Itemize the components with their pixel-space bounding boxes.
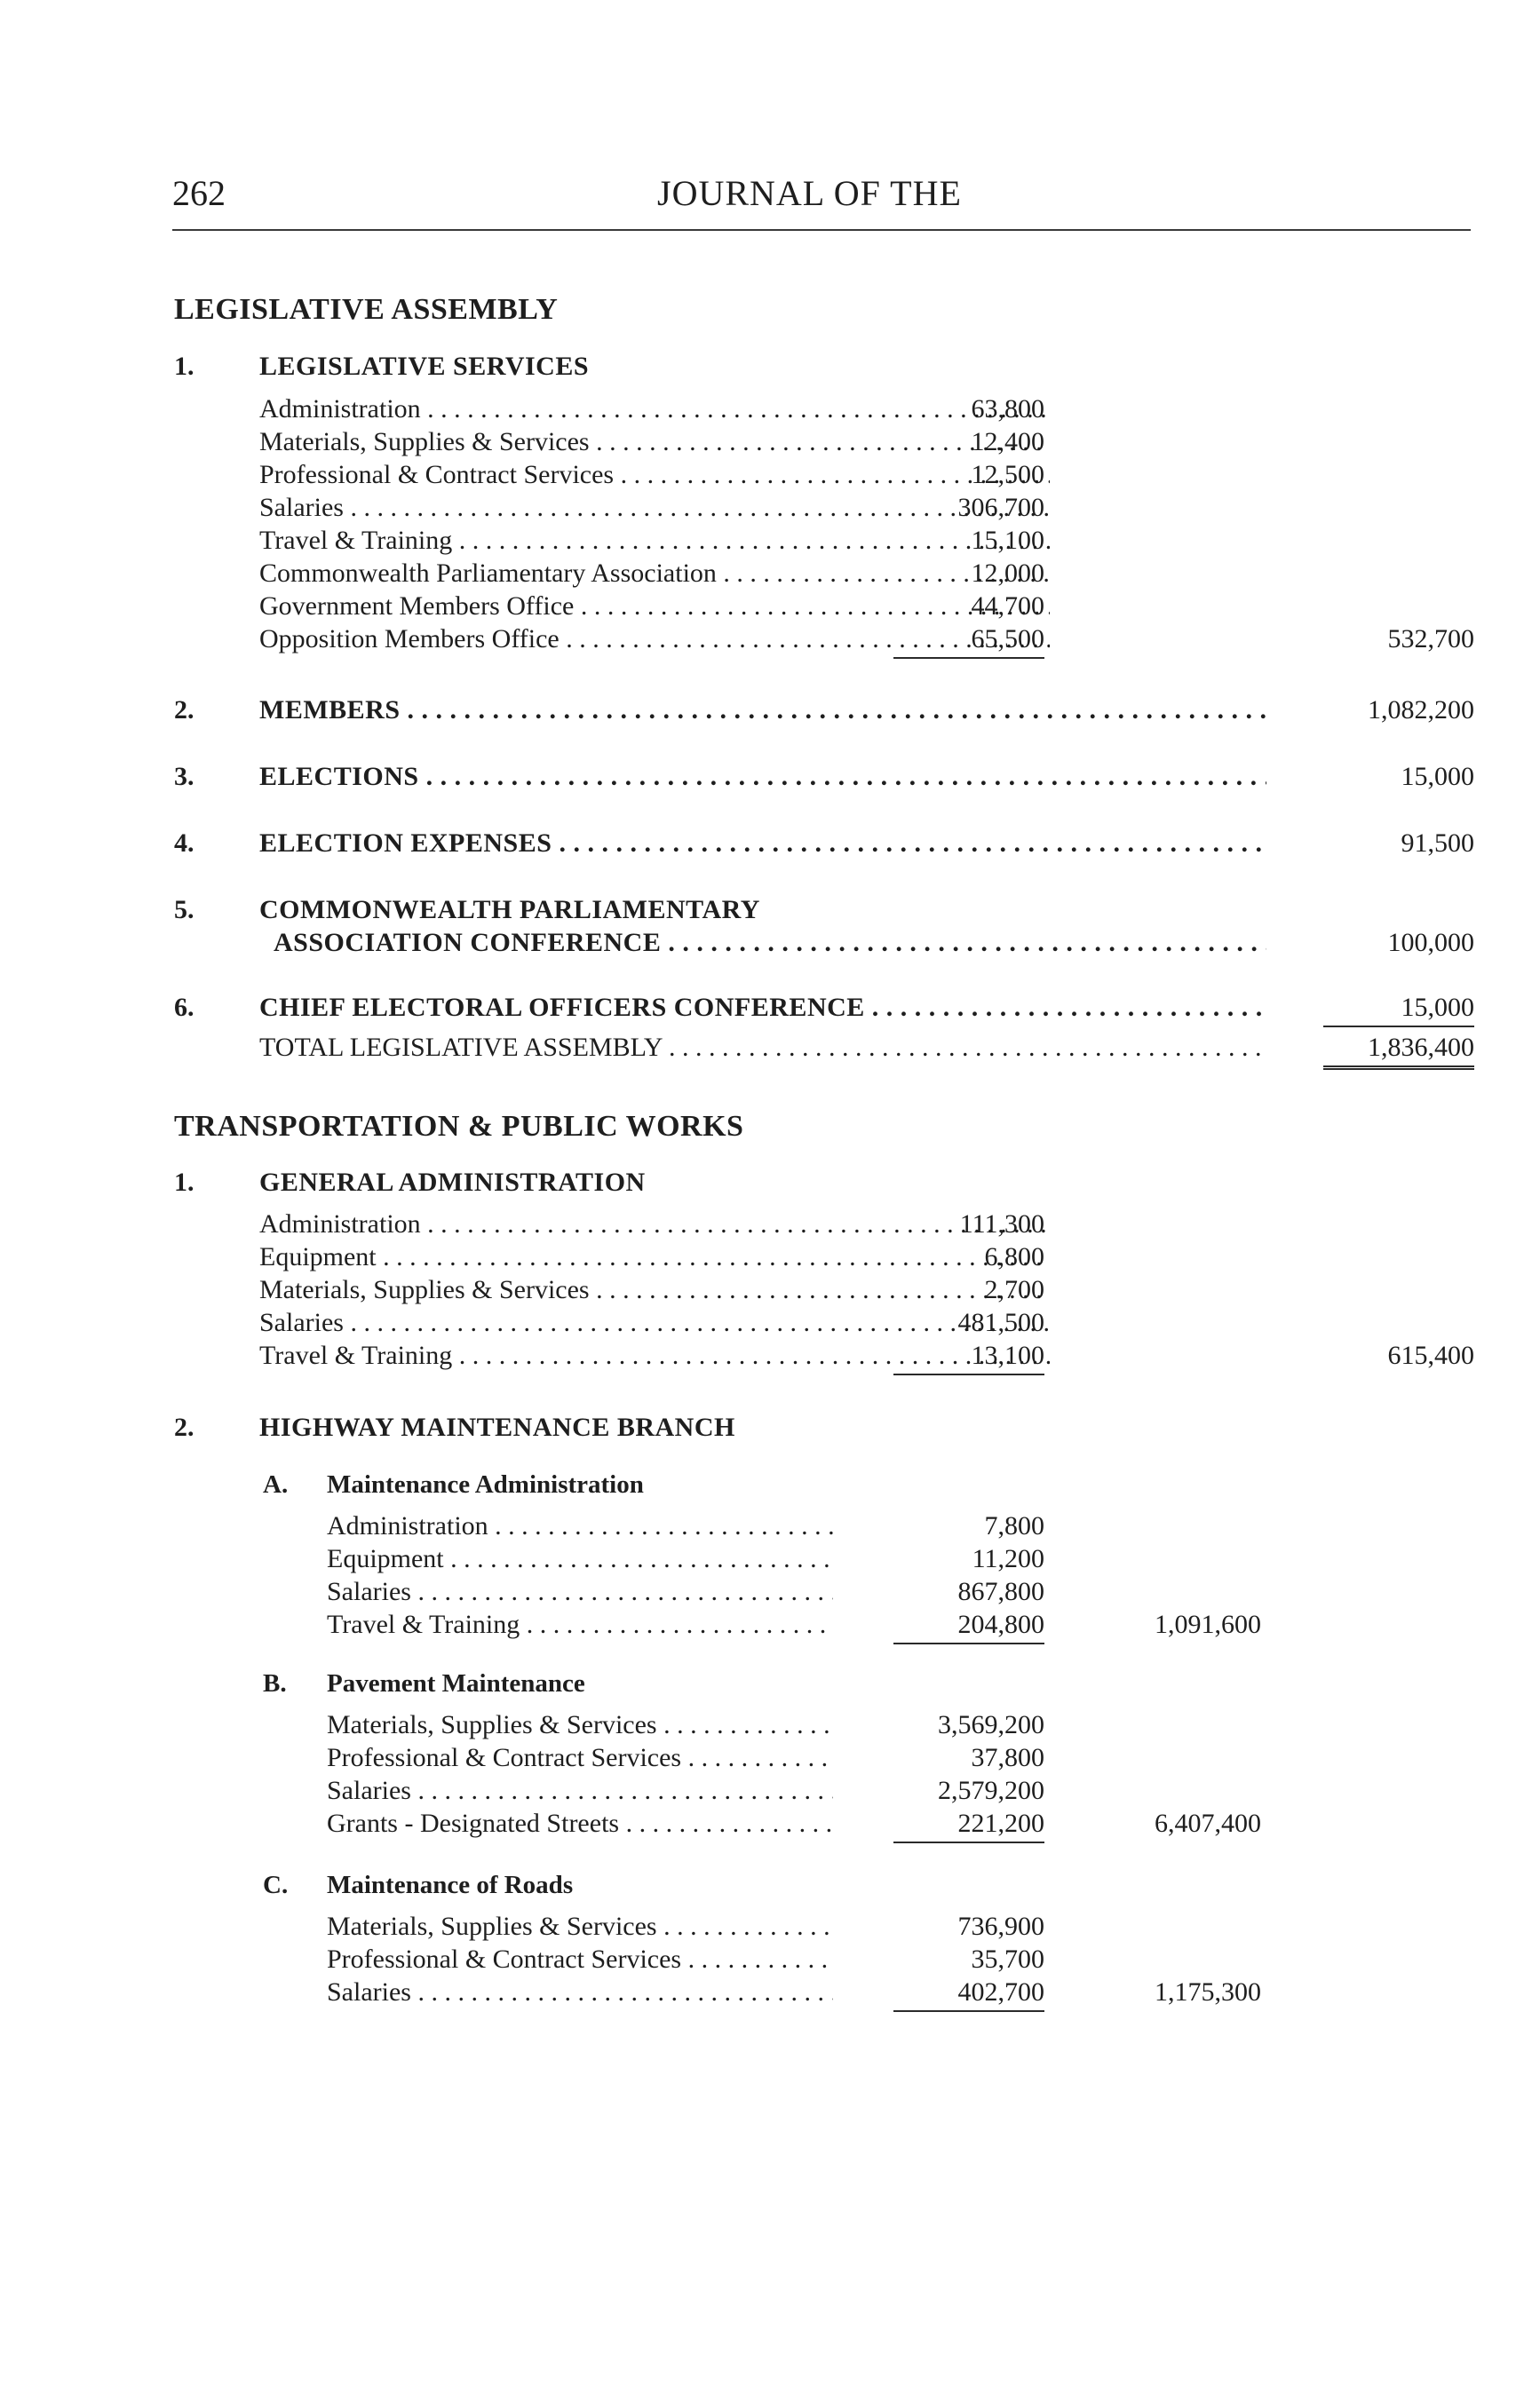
item-number: 2.: [174, 695, 194, 725]
line-item: [0, 1207, 1524, 1242]
line-amount: 12,000: [971, 558, 1044, 588]
line-label: Salaries . . .: [327, 1773, 833, 1809]
item-number: 2.: [174, 1413, 194, 1442]
item-total: 100,000: [1387, 928, 1474, 957]
line-label: Professional & Contract Services . . .: [259, 457, 1050, 493]
item-heading: [0, 990, 1524, 1026]
item-title: MEMBERS . . .: [259, 693, 1266, 728]
line-item: [0, 1909, 1524, 1945]
line-label: Salaries . . .: [259, 490, 1050, 526]
line-item: [0, 1942, 1524, 1977]
subsection-heading: [0, 1666, 1524, 1701]
item-heading: [0, 1165, 1524, 1200]
page-number: 262: [172, 173, 226, 213]
item-title: GENERAL ADMINISTRATION: [259, 1168, 646, 1197]
line-item: [0, 1272, 1524, 1308]
line-label: Equipment . . .: [327, 1541, 833, 1577]
item-total: 15,000: [1323, 990, 1474, 1027]
subtotal-amount: 532,700: [1387, 624, 1474, 653]
item-heading: [0, 1410, 1524, 1446]
item-title: ELECTION EXPENSES . . .: [259, 826, 1266, 861]
item-heading: [0, 349, 1524, 384]
line-item: [0, 556, 1524, 591]
line-label: Materials, Supplies & Services . . .: [327, 1707, 833, 1743]
line-item: [0, 1740, 1524, 1776]
subsection-title: Pavement Maintenance: [327, 1669, 585, 1698]
line-item: [0, 1509, 1524, 1544]
item-title: CHIEF ELECTORAL OFFICERS CONFERENCE . . .: [259, 990, 1266, 1026]
line-amount: 111,300: [959, 1209, 1044, 1239]
line-label: Materials, Supplies & Services . . .: [327, 1909, 833, 1945]
line-amount: 7,800: [984, 1511, 1044, 1541]
item-number: 5.: [174, 895, 194, 924]
line-amount: 221,200: [893, 1806, 1044, 1843]
item-heading: [0, 826, 1524, 861]
line-amount: 63,800: [971, 394, 1044, 424]
line-label: Travel & Training . . .: [327, 1607, 833, 1643]
section-title-transportation: TRANSPORTATION & PUBLIC WORKS: [174, 1110, 744, 1143]
item-number: 3.: [174, 762, 194, 791]
line-label: Administration . . .: [259, 1207, 1050, 1242]
page-header: [172, 167, 1471, 231]
item-title: ASSOCIATION CONFERENCE . . .: [274, 925, 1266, 961]
item-total: 1,082,200: [1368, 695, 1474, 725]
line-amount: 35,700: [971, 1945, 1044, 1974]
line-amount: 2,579,200: [938, 1776, 1044, 1805]
item-total: 91,500: [1401, 828, 1474, 858]
line-amount: 12,400: [971, 427, 1044, 456]
line-label: Government Members Office . . .: [259, 589, 1050, 624]
line-item: [0, 424, 1524, 460]
line-label: Salaries . . .: [327, 1574, 833, 1610]
line-item: [0, 622, 1524, 657]
section-title-legislative-assembly: LEGISLATIVE ASSEMBLY: [174, 293, 559, 326]
line-item: [0, 1574, 1524, 1610]
line-item: [0, 457, 1524, 493]
line-amount: 37,800: [971, 1743, 1044, 1772]
line-amount: 65,500: [893, 622, 1044, 659]
line-label: Materials, Supplies & Services . . .: [259, 424, 1050, 460]
item-title: LEGISLATIVE SERVICES: [259, 352, 590, 381]
line-item: [0, 523, 1524, 558]
line-label: Grants - Designated Streets . . .: [327, 1806, 833, 1842]
item-title: COMMONWEALTH PARLIAMENTARY: [259, 895, 760, 924]
item-heading-continued: [0, 925, 1524, 961]
line-item: [0, 1707, 1524, 1743]
grand-total-label: TOTAL LEGISLATIVE ASSEMBLY . . .: [259, 1030, 1266, 1065]
subsection-letter: C.: [263, 1871, 289, 1899]
item-title: ELECTIONS . . .: [259, 759, 1266, 795]
grand-total-amount: 1,836,400: [1323, 1030, 1474, 1070]
line-label: Salaries . . .: [327, 1975, 833, 2010]
item-number: 4.: [174, 828, 194, 858]
subsection-title: Maintenance of Roads: [327, 1871, 574, 1899]
line-item: [0, 1607, 1524, 1643]
line-amount: 2,700: [984, 1275, 1044, 1304]
line-label: Travel & Training . . .: [259, 1338, 1050, 1374]
line-amount: 15,100: [971, 526, 1044, 555]
line-item: [0, 1975, 1524, 2010]
item-heading: [0, 892, 1524, 928]
line-label: Materials, Supplies & Services . . .: [259, 1272, 1050, 1308]
subsection-letter: A.: [263, 1470, 289, 1499]
line-item: [0, 1541, 1524, 1577]
line-label: Professional & Contract Services . . .: [327, 1942, 833, 1977]
line-amount: 402,700: [893, 1975, 1044, 2012]
line-label: Administration . . .: [259, 392, 1050, 427]
item-number: 6.: [174, 993, 194, 1022]
line-amount: 44,700: [971, 591, 1044, 621]
subtotal-amount: 6,407,400: [1155, 1809, 1261, 1838]
line-item: [0, 1240, 1524, 1275]
line-label: Professional & Contract Services . . .: [327, 1740, 833, 1776]
item-number: 1.: [174, 1168, 194, 1197]
subsection-heading: [0, 1867, 1524, 1903]
subsection-heading: [0, 1467, 1524, 1502]
line-item: [0, 490, 1524, 526]
subtotal-amount: 1,175,300: [1155, 1977, 1261, 2007]
line-label: Opposition Members Office . . .: [259, 622, 1050, 657]
subtotal-amount: 615,400: [1387, 1341, 1474, 1370]
subsection-letter: B.: [263, 1669, 287, 1698]
line-amount: 6,800: [984, 1242, 1044, 1271]
line-amount: 12,500: [971, 460, 1044, 489]
grand-total-row: [0, 1030, 1524, 1065]
subsection-title: Maintenance Administration: [327, 1470, 644, 1499]
line-amount: 204,800: [893, 1607, 1044, 1644]
item-title: HIGHWAY MAINTENANCE BRANCH: [259, 1413, 735, 1442]
subtotal-amount: 1,091,600: [1155, 1610, 1261, 1639]
line-item: [0, 1305, 1524, 1341]
item-heading: [0, 759, 1524, 795]
item-heading: [0, 693, 1524, 728]
line-amount: 867,800: [957, 1577, 1044, 1606]
line-item: [0, 1338, 1524, 1374]
line-label: Commonwealth Parliamentary Association . . .: [259, 556, 1050, 591]
line-item: [0, 1773, 1524, 1809]
line-amount: 481,500: [957, 1308, 1044, 1337]
line-item: [0, 589, 1524, 624]
running-title: JOURNAL OF THE: [657, 173, 962, 213]
line-amount: 11,200: [972, 1544, 1044, 1573]
line-label: Equipment . . .: [259, 1240, 1050, 1275]
line-amount: 3,569,200: [938, 1710, 1044, 1739]
item-total: 15,000: [1401, 762, 1474, 791]
line-label: Salaries . . .: [259, 1305, 1050, 1341]
line-item: [0, 392, 1524, 427]
line-amount: 306,700: [957, 493, 1044, 522]
line-amount: 736,900: [957, 1912, 1044, 1941]
line-label: Travel & Training . . .: [259, 523, 1050, 558]
line-item: [0, 1806, 1524, 1842]
item-number: 1.: [174, 352, 194, 381]
line-amount: 13,100: [893, 1338, 1044, 1375]
line-label: Administration . . .: [327, 1509, 833, 1544]
